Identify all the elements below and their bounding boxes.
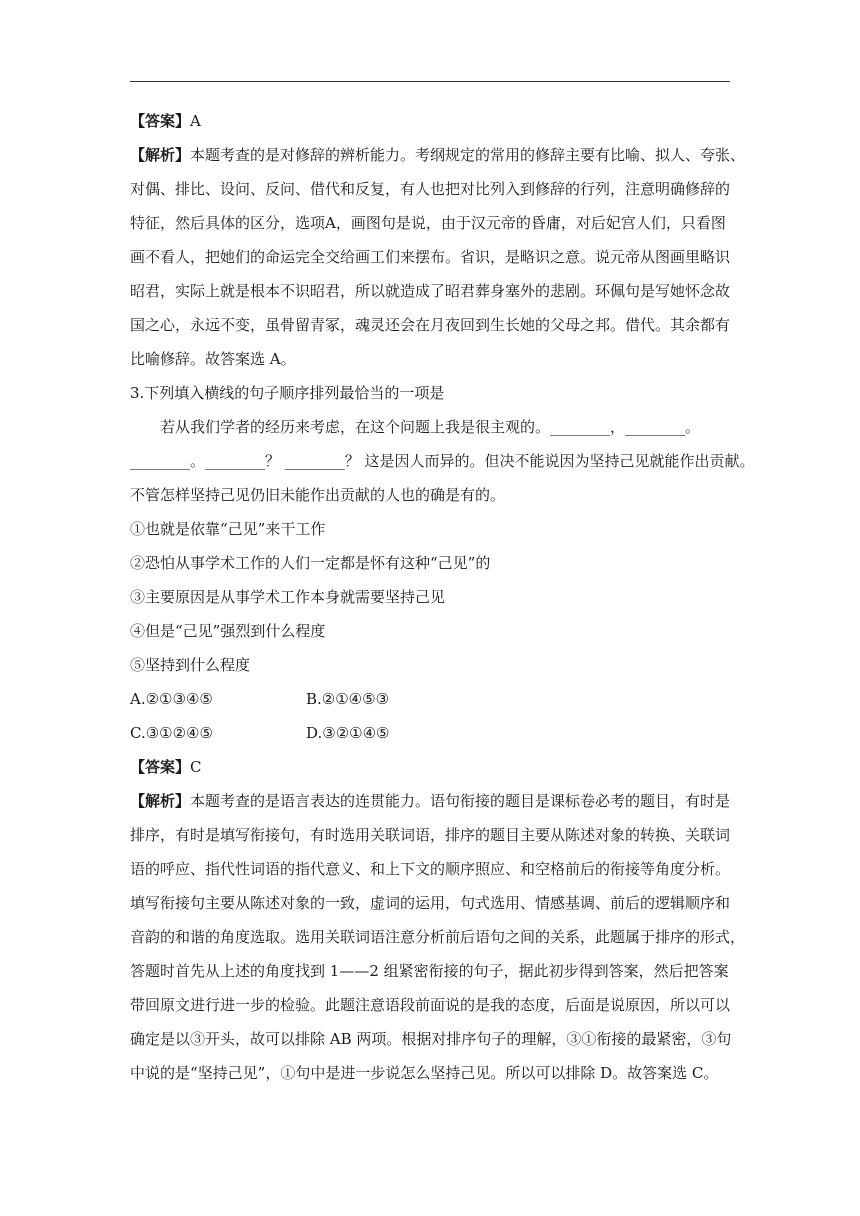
- option-d: D.③②①④⑤: [306, 724, 390, 742]
- option-c: C.③①②④⑤: [130, 724, 213, 742]
- q3-analysis-line: 【解析】本题考查的是语言表达的连贯能力。语句衔接的题目是课标卷必考的题目，有时是: [130, 792, 731, 810]
- q3-analysis-line: 音韵的和谐的角度选取。选用关联词语注意分析前后语句之间的关系，此题属于排序的形式，: [130, 928, 746, 946]
- q3-item: ③主要原因是从事学术工作本身就需要坚持己见: [130, 588, 446, 606]
- q3-item: ②恐怕从事学术工作的人们一定都是怀有这种“己见”的: [130, 554, 491, 572]
- q3-analysis-line: 答题时首先从上述的角度找到 1——2 组紧密衔接的句子，据此初步得到答案，然后把答案: [130, 962, 729, 980]
- q3-answer: [130, 750, 732, 784]
- q3-item: ⑤坚持到什么程度: [130, 656, 251, 674]
- q3-analysis-line: 填写衔接句主要从陈述对象的一致，虚词的运用，句式选用、情感基调、前后的逻辑顺序和: [130, 894, 731, 912]
- q3-options-row: [130, 716, 732, 750]
- q3-passage-line: 不管怎样坚持己见仍旧未能作出贡献的人也的确是有的。: [130, 486, 506, 504]
- q3-analysis-line: 中说的是“坚持己见”，①句中是进一步说怎么坚持己见。所以可以排除 D。故答案选 C。: [130, 1064, 719, 1082]
- option-a: A.②①③④⑤: [130, 690, 213, 708]
- q2-analysis-line: 比喻修辞。故答案选 A。: [130, 350, 296, 368]
- q2-answer: [130, 104, 732, 138]
- q3-passage-line: ________。________？ ________？ 这是因人而异的。但决不能说因为坚持己见就能作出贡献。: [130, 452, 755, 470]
- document-body: [130, 104, 755, 1090]
- q2-analysis-line: 特征，然后具体的区分，选项A，画图句是说，由于汉元帝的昏庸，对后妃宫人们，只看图: [130, 214, 726, 232]
- q3-passage-line: 若从我们学者的经历来考虑，在这个问题上我是很主观的。________，________。: [160, 418, 701, 436]
- q3-analysis-line: 语的呼应、指代性词语的指代意义、和上下文的顺序照应、和空格前后的衔接等角度分析。: [130, 860, 731, 878]
- q3-analysis-line: 确定是以③开头，故可以排除 AB 两项。根据对排序句子的理解，③①衔接的最紧密，③句: [130, 1030, 732, 1048]
- option-b: B.②①④⑤③: [306, 690, 390, 708]
- q2-analysis-line: 【解析】本题考查的是对修辞的辨析能力。考纲规定的常用的修辞主要有比喻、拟人、夸张、: [130, 146, 746, 164]
- q3-analysis-line: 带回原文进行进一步的检验。此题注意语段前面说的是我的态度，后面是说原因，所以可以: [130, 996, 731, 1014]
- q2-analysis-line: 画不看人，把她们的命运完全交给画工们来摆布。省识，是略识之意。说元帝从图画里略识: [130, 248, 731, 266]
- header-rule: [130, 81, 730, 82]
- q2-analysis-line: 昭君，实际上就是根本不识昭君，所以就造成了昭君葬身塞外的悲剧。环佩句是写她怀念故: [130, 282, 731, 300]
- analysis-label: 【解析】: [130, 146, 191, 164]
- q3-item: ①也就是依靠“己见”来干工作: [130, 520, 326, 538]
- q3-analysis-line: 排序，有时是填写衔接句，有时选用关联词语，排序的题目主要从陈述对象的转换、关联词: [130, 826, 731, 844]
- q2-analysis-line: 国之心，永远不变，虽骨留青冢，魂灵还会在月夜回到生长她的父母之邦。借代。其余都有: [130, 316, 731, 334]
- answer-value: A: [190, 112, 201, 130]
- q2-analysis-line: 对偶、排比、设问、反问、借代和反复，有人也把对比列入到修辞的行列，注意明确修辞的: [130, 180, 731, 198]
- q3-item: ④但是“己见”强烈到什么程度: [130, 622, 326, 640]
- analysis-label: 【解析】: [130, 792, 191, 810]
- answer-label: 【答案】: [130, 112, 191, 130]
- answer-value: C: [190, 758, 202, 776]
- answer-label: 【答案】: [130, 758, 191, 776]
- q3-options-row: [130, 682, 732, 716]
- q3-stem: 3.下列填入横线的句子顺序排列最恰当的一项是: [130, 384, 445, 402]
